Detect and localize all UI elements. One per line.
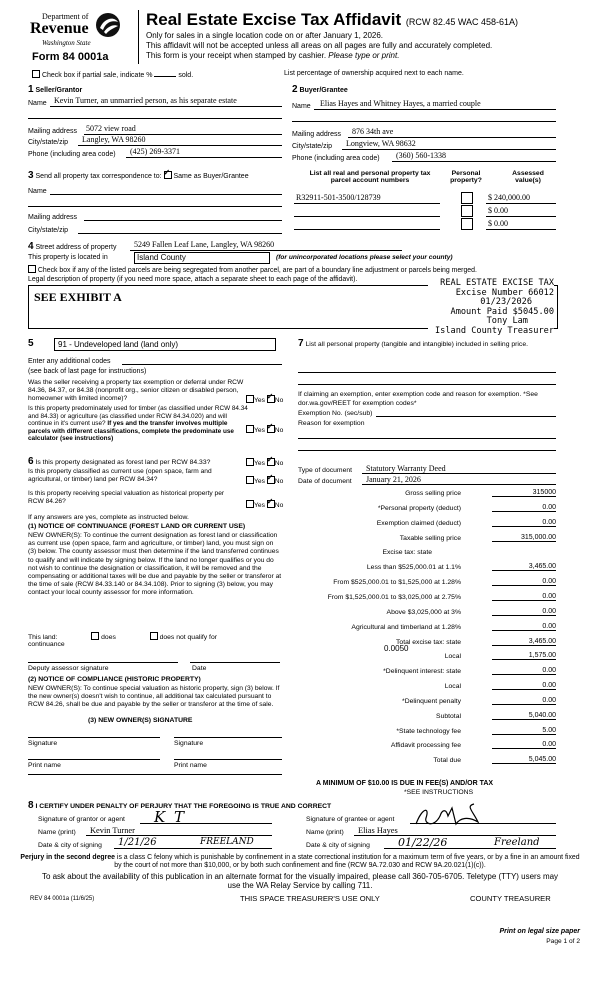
calc-label: Agricultural and timberland at 1.28% bbox=[351, 623, 461, 631]
does-not-checkbox[interactable] bbox=[150, 632, 158, 640]
calc-label: *State technology fee bbox=[396, 727, 461, 735]
perjury-text: is a class C felony which is punishable by confinement in a state correctional institution for a maximum term of five years, or by a fine in an amount fixed by the court of not more than $10,000, or by both such confinement and fine (RCW 9A.72.030 and RCW 9A.20.021(1)(c)). bbox=[114, 854, 580, 869]
sec7-label bbox=[298, 338, 560, 350]
sec6-q1-no-checkbox[interactable] bbox=[267, 458, 275, 466]
deputy-sig-line[interactable] bbox=[28, 662, 178, 663]
sec6-q3-no: No bbox=[274, 502, 284, 509]
stamp-l6: Island County Treasurer bbox=[435, 325, 554, 336]
parcel-number[interactable]: R32911-501-3500/128739 bbox=[296, 193, 381, 202]
assessed-value-3[interactable]: $ 0.00 bbox=[488, 219, 508, 228]
partial-sale-checkbox[interactable] bbox=[32, 70, 40, 78]
owner-sig-line2[interactable] bbox=[174, 737, 282, 738]
codes-label: Enter any additional codes bbox=[28, 358, 111, 365]
parcel-line2 bbox=[294, 216, 440, 217]
sec6-q3-no-checkbox[interactable] bbox=[267, 500, 275, 508]
unincorp-note: (for unincorporated locations please select your county) bbox=[276, 254, 453, 261]
grantor-date-line bbox=[114, 848, 272, 849]
local-rate: 0.0050 bbox=[384, 644, 409, 653]
county-treasurer: COUNTY TREASURER bbox=[470, 894, 551, 903]
sec5-q1-yes: Yes bbox=[254, 397, 265, 404]
calc-label: Total excise tax: state bbox=[396, 638, 461, 646]
calc-row bbox=[300, 549, 556, 559]
seller-mail-value[interactable]: 5072 view road bbox=[86, 124, 136, 133]
assessed-line1 bbox=[486, 203, 556, 204]
grantor-date-label: Date & city of signing bbox=[38, 842, 102, 849]
form-title bbox=[146, 10, 518, 30]
calc-value[interactable]: 5,040.00 bbox=[492, 712, 556, 720]
personal-col-header: Personal property? bbox=[450, 170, 482, 184]
seller-phone-value[interactable]: (425) 269-3371 bbox=[130, 147, 180, 156]
sec8-num: 8 bbox=[28, 800, 34, 811]
sec3-mail-line bbox=[84, 220, 282, 221]
owner-sig-label2: Signature bbox=[174, 740, 204, 747]
doc-type-label: Type of document bbox=[298, 467, 353, 474]
sec3-label: Send all property tax correspondence to: bbox=[35, 173, 162, 180]
sec3-name-label: Name bbox=[28, 188, 47, 195]
calc-value[interactable]: 315000 bbox=[492, 489, 556, 497]
grantor-city[interactable]: FREELAND bbox=[200, 837, 254, 847]
reason-line2[interactable] bbox=[298, 450, 556, 451]
stamp-l4: Amount Paid $5045.00 bbox=[450, 306, 554, 317]
street-line bbox=[130, 250, 402, 251]
sec7-label-text: List all personal property (tangible and intangible) included in selling price. bbox=[305, 341, 528, 348]
personal-checkbox-2[interactable] bbox=[461, 205, 473, 217]
sec6-q1-yes-checkbox[interactable] bbox=[246, 458, 254, 466]
sec7-num: 7 bbox=[298, 338, 304, 349]
buyer-heading bbox=[292, 84, 348, 95]
deputy-label: Deputy assessor signature bbox=[28, 665, 109, 672]
doc-type-line bbox=[362, 473, 556, 474]
seller-name-line2 bbox=[28, 118, 282, 119]
sec4-num: 4 bbox=[28, 241, 34, 252]
does-label: does bbox=[101, 634, 116, 641]
calc-value[interactable]: 0.00 bbox=[492, 519, 556, 527]
form-number: Form 84 0001a bbox=[32, 51, 109, 63]
calc-label: *Delinquent penalty bbox=[402, 697, 461, 705]
personal-prop-line2[interactable] bbox=[298, 384, 556, 385]
buyer-name-line2 bbox=[292, 121, 556, 122]
sec3-same: Same as Buyer/Grantee bbox=[173, 173, 249, 180]
seller-phone-label: Phone (including area code) bbox=[28, 151, 116, 158]
sec6-q2-no: No bbox=[274, 478, 284, 485]
calc-label: *Delinquent interest: state bbox=[383, 668, 461, 676]
personal-checkbox-1[interactable] bbox=[461, 192, 473, 204]
grantee-name-line bbox=[354, 835, 556, 836]
seller-name-label: Name bbox=[28, 100, 47, 107]
owner-sig-line1[interactable] bbox=[28, 737, 160, 738]
calc-label: From $1,525,000.01 to $3,025,000 at 2.75% bbox=[327, 593, 461, 601]
grantee-sig-label: Signature of grantee or agent bbox=[306, 816, 395, 823]
segregated-text: Check box if any of the listed parcels are being segregated from another parcel, are part of a boundary line adjustment or parcels being merged. bbox=[37, 267, 477, 274]
calc-row bbox=[300, 713, 556, 723]
calc-row bbox=[300, 728, 556, 738]
personal-prop-line1[interactable] bbox=[298, 372, 556, 373]
header-line3-a: This form is your receipt when stamped by cashier. bbox=[146, 51, 329, 60]
buyer-heading-text: Buyer/Grantee bbox=[299, 87, 348, 94]
seller-heading-text: Seller/Grantor bbox=[35, 87, 83, 94]
seller-city-label: City/state/zip bbox=[28, 139, 69, 146]
form-title-text: Real Estate Excise Tax Affidavit bbox=[146, 10, 402, 29]
dept-line2: Revenue bbox=[30, 20, 89, 37]
stamp-l2: Excise Number 66012 bbox=[455, 287, 554, 298]
calc-row bbox=[300, 579, 556, 589]
sec6-p1: NEW OWNER(S): To continue the current designation as forest land or classification as current use (open space, farm and agriculture, or timber) land, you must sign on (3) below. The county assessor must then determine if the land transferred continues to qualify and will indicate by signing below. If the land no longer qualifies or you do not wish to continue the designation or classification, it will be removed and the compensating or additional taxes will be due and payable by the seller or transferor at the time of sale (RCW 84.33.140 or 84.34.108). Prior to signing (3) below, you may contact your local county assessor for more information. bbox=[28, 532, 282, 597]
seller-mail-label: Mailing address bbox=[28, 128, 78, 135]
calc-value[interactable]: 0.00 bbox=[492, 608, 556, 616]
sec6-p2: NEW OWNER(S): To continue special valuation as historic property, sign (3) below. If the new owner(s) doesn't wish to continue, all additional tax calculated pursuant to RCW 84.26, shall be due and payable by the seller or transferor at the time of sale. bbox=[28, 685, 280, 709]
land-use-value: 91 - Undeveloped land (land only) bbox=[58, 340, 179, 349]
calc-row bbox=[300, 742, 556, 752]
seller-city-value[interactable]: Langley, WA 98260 bbox=[82, 135, 146, 144]
treasurer-stamp bbox=[428, 279, 554, 337]
owner-print-label2: Print name bbox=[174, 762, 207, 769]
doc-type-value[interactable]: Statutory Warranty Deed bbox=[366, 464, 446, 473]
header-divider bbox=[138, 10, 139, 64]
calc-row bbox=[300, 505, 556, 515]
header-line2: This affidavit will not be accepted unless all areas on all pages are fully and accurately completed. bbox=[146, 41, 493, 50]
header-line3-b: Please type or print. bbox=[328, 51, 400, 60]
legal-desc-value: SEE EXHIBIT A bbox=[34, 290, 122, 304]
owner-print-line2[interactable] bbox=[174, 759, 282, 760]
does-checkbox[interactable] bbox=[91, 632, 99, 640]
sec6-note: If any answers are yes, complete as instructed below. bbox=[28, 514, 189, 521]
buyer-mail-line bbox=[348, 137, 556, 138]
sec3-city-label: City/state/zip bbox=[28, 227, 69, 234]
seller-name-line bbox=[50, 106, 282, 107]
assessed-line3 bbox=[486, 229, 556, 230]
calc-value[interactable]: 0.00 bbox=[492, 697, 556, 705]
sec5-q2 bbox=[28, 405, 250, 443]
exempt-no-label: Exemption No. (sec/sub) bbox=[298, 410, 373, 417]
doc-date-line bbox=[362, 484, 556, 485]
calc-value[interactable]: 5.00 bbox=[492, 727, 556, 735]
buyer-mail-label: Mailing address bbox=[292, 131, 342, 138]
header-line3 bbox=[146, 51, 399, 60]
legal-desc-label: Legal description of property (if you need more space, attach a separate sheet to each page of the affidavit). bbox=[28, 276, 358, 283]
sec4-street-label: Street address of property bbox=[35, 244, 117, 251]
grantor-name-value[interactable]: Kevin Turner bbox=[90, 826, 135, 835]
county-select[interactable] bbox=[134, 252, 270, 264]
sec8-heading-text: I CERTIFY UNDER PENALTY OF PERJURY THAT THE FOREGOING IS TRUE AND CORRECT bbox=[35, 803, 332, 810]
sec5-q2-yes: Yes bbox=[254, 427, 265, 434]
sec6-q1-yes: Yes bbox=[254, 460, 265, 467]
see-instructions: *SEE INSTRUCTIONS bbox=[404, 789, 474, 796]
sec6-q1-text: Is this property designated as forest land per RCW 84.33? bbox=[35, 459, 211, 466]
sec3-heading bbox=[28, 170, 249, 181]
calc-value[interactable]: 0.00 bbox=[492, 504, 556, 512]
parcel-line3 bbox=[294, 229, 440, 230]
same-as-buyer-checkbox[interactable] bbox=[164, 171, 172, 179]
grantee-date-line bbox=[384, 848, 556, 849]
deputy-date-line[interactable] bbox=[190, 662, 280, 663]
calc-value[interactable]: 0.00 bbox=[492, 682, 556, 690]
doc-date-value[interactable]: January 21, 2026 bbox=[366, 475, 421, 484]
sec6-q3-yes: Yes bbox=[254, 502, 265, 509]
this-land-label: This land: bbox=[28, 634, 58, 641]
grantor-name-label: Name (print) bbox=[38, 829, 76, 836]
sec5-q1-no: No bbox=[274, 397, 284, 404]
calc-label: Local bbox=[444, 683, 461, 691]
minimum-note: A MINIMUM OF $10.00 IS DUE IN FEE(S) AND/OR TAX bbox=[316, 780, 494, 787]
calc-row bbox=[300, 564, 556, 574]
grantee-signature bbox=[412, 802, 492, 832]
sec6-h3: (3) NEW OWNER(S) SIGNATURE bbox=[88, 717, 193, 724]
legal-paper-note bbox=[420, 928, 580, 935]
sec6-q3-answers bbox=[246, 500, 283, 509]
alt-format-note: To ask about the availability of this publication in an alternate format for the visually impaired, please call 360-705-6705. Teletype (TTY) users may use the WA Relay Service by calling 711. bbox=[41, 872, 559, 890]
calc-row bbox=[300, 698, 556, 708]
calc-row bbox=[300, 624, 556, 634]
calc-label: Less than $525,000.01 at 1.1% bbox=[366, 564, 461, 572]
continuance-label: continuance bbox=[28, 641, 65, 648]
grantee-date[interactable]: 01/22/26 bbox=[398, 836, 448, 849]
stamp-l1: REAL ESTATE EXCISE TAX bbox=[440, 278, 554, 288]
buyer-phone-value[interactable]: (360) 560-1338 bbox=[396, 151, 446, 160]
calc-value[interactable]: 0.00 bbox=[492, 578, 556, 586]
calc-row bbox=[300, 490, 556, 500]
does-not-label: does not qualify for bbox=[159, 634, 217, 641]
owner-print-label1: Print name bbox=[28, 762, 61, 769]
seller-num: 1 bbox=[28, 84, 34, 95]
calc-value[interactable]: 1,575.00 bbox=[492, 652, 556, 660]
grantee-name-value[interactable]: Elias Hayes bbox=[358, 826, 398, 835]
buyer-phone-label: Phone (including area code) bbox=[292, 155, 380, 162]
ownership-pct-note: List percentage of ownership acquired next to each name. bbox=[284, 70, 464, 77]
grantor-sig-label: Signature of grantor or agent bbox=[38, 816, 125, 823]
sec5-q2-no: No bbox=[274, 427, 284, 434]
exempt-no-line[interactable] bbox=[376, 416, 556, 417]
buyer-name-label: Name bbox=[292, 103, 311, 110]
calc-value[interactable]: 0.00 bbox=[492, 623, 556, 631]
treasurer-only: THIS SPACE TREASURER'S USE ONLY bbox=[240, 894, 380, 903]
dor-swirl-icon bbox=[94, 12, 122, 38]
calc-value[interactable]: 3,465.00 bbox=[492, 563, 556, 571]
partial-sale-text: Check box if partial sale, indicate % bbox=[41, 72, 153, 79]
sec6-q2-yes-checkbox[interactable] bbox=[246, 476, 254, 484]
calc-label: Taxable selling price bbox=[399, 534, 461, 542]
sec3-mail-label: Mailing address bbox=[28, 214, 78, 221]
sec6-q2: Is this property classified as current use (open space, farm and agricultural, or timber) land per RCW 84.34? bbox=[28, 468, 212, 483]
property-street-value[interactable]: 5249 Fallen Leaf Lane, Langley, WA 98260 bbox=[134, 240, 275, 249]
legal-paper-text: Print on legal size paper bbox=[499, 928, 580, 935]
seller-name-value[interactable]: Kevin Turner, an unmarried person, as his separate estate bbox=[54, 96, 237, 105]
sec5-q2-answers bbox=[246, 425, 283, 434]
grantee-name-label: Name (print) bbox=[306, 829, 344, 836]
sec3-city-line bbox=[78, 233, 282, 234]
assessed-line2 bbox=[486, 216, 556, 217]
parcel-line1 bbox=[294, 203, 440, 204]
calc-label: Excise tax: state bbox=[382, 549, 432, 557]
assessed-value-1[interactable]: $ 240,000.00 bbox=[488, 193, 530, 202]
sec4-street-row bbox=[28, 241, 116, 252]
doc-date-label: Date of document bbox=[298, 478, 352, 485]
sec6-q1-answers bbox=[246, 458, 283, 467]
calc-label: Exemption claimed (deduct) bbox=[376, 519, 461, 527]
calc-value[interactable]: 315,000.00 bbox=[492, 534, 556, 542]
calc-label: Local bbox=[444, 653, 461, 661]
sec3-name-line bbox=[50, 194, 282, 195]
calc-row bbox=[300, 535, 556, 545]
sec6-q1 bbox=[28, 456, 250, 467]
sec5-num: 5 bbox=[28, 338, 34, 349]
sec6-h2: (2) NOTICE OF COMPLIANCE (HISTORIC PROPERTY) bbox=[28, 676, 201, 683]
this-land-row bbox=[28, 632, 217, 641]
sec6-num: 6 bbox=[28, 456, 34, 467]
parcel-col-header: List all real and personal property tax parcel account numbers bbox=[309, 170, 431, 184]
calc-label: Above $3,025,000 at 3% bbox=[386, 608, 461, 616]
calc-row bbox=[300, 668, 556, 678]
sec6-q2-yes: Yes bbox=[254, 478, 265, 485]
sec5-q1: Was the seller receiving a property tax exemption or deferral under RCW 84.36, 84.37, or 84.38 (nonprofit org., senior citizen or disabled person, homeowner with limited income)? bbox=[28, 379, 244, 402]
buyer-name-value[interactable]: Elias Hayes and Whitney Hayes, a married couple bbox=[320, 99, 481, 108]
segregated-row bbox=[28, 265, 477, 274]
codes-line bbox=[122, 364, 282, 365]
perjury-note bbox=[16, 854, 584, 870]
perjury-bold: Perjury in the second degree bbox=[20, 854, 115, 861]
codes-note: (see back of last page for instructions) bbox=[28, 368, 147, 375]
buyer-city-label: City/state/zip bbox=[292, 143, 333, 150]
calc-row bbox=[300, 653, 556, 663]
calc-label: Total due bbox=[433, 757, 461, 765]
seller-phone-line bbox=[126, 157, 282, 158]
sec6-q1-no: No bbox=[274, 460, 284, 467]
grantee-city[interactable]: Freeland bbox=[494, 837, 540, 848]
sec3-num: 3 bbox=[28, 170, 34, 181]
assessed-value-2[interactable]: $ 0.00 bbox=[488, 206, 508, 215]
sec6-h1: (1) NOTICE OF CONTINUANCE (FOREST LAND OR CURRENT USE) bbox=[28, 523, 246, 530]
personal-checkbox-3[interactable] bbox=[461, 218, 473, 230]
calc-value[interactable]: 0.00 bbox=[492, 741, 556, 749]
owner-print-line1[interactable] bbox=[28, 759, 160, 760]
calc-label: *Personal property (deduct) bbox=[377, 504, 461, 512]
form-rcw: (RCW 82.45 WAC 458-61A) bbox=[405, 17, 519, 27]
reason-line1[interactable] bbox=[298, 438, 556, 439]
calc-label: Gross selling price bbox=[405, 490, 461, 497]
buyer-name-line bbox=[314, 109, 556, 110]
sec5-q1-yes-checkbox[interactable] bbox=[246, 395, 254, 403]
buyer-city-line bbox=[342, 149, 556, 150]
buyer-phone-line bbox=[392, 161, 556, 162]
buyer-mail-value[interactable]: 876 34th ave bbox=[352, 127, 394, 136]
calc-row bbox=[300, 683, 556, 693]
sec3-name-line2 bbox=[28, 206, 282, 207]
buyer-city-value[interactable]: Longview, WA 98632 bbox=[346, 139, 416, 148]
partial-sale-sold: sold. bbox=[178, 72, 194, 79]
partial-sale-pct-field[interactable] bbox=[154, 76, 176, 77]
calc-value[interactable]: 0.00 bbox=[492, 667, 556, 675]
sec5-q1-no-checkbox[interactable] bbox=[267, 395, 275, 403]
segregated-checkbox[interactable] bbox=[28, 265, 36, 273]
located-label: This property is located in bbox=[28, 254, 108, 261]
sec5-q2a: Is this property predominately used for timber (as classified under RCW 84.34 and 84.33) or agriculture (as classified under RCW 84.34.020) and will continue in it's current use? bbox=[28, 405, 248, 428]
calc-row bbox=[300, 757, 556, 767]
calc-row bbox=[300, 639, 556, 649]
land-use-select[interactable] bbox=[54, 338, 276, 351]
header-line1: Only for sales in a single location code on or after January 1, 2026. bbox=[146, 31, 384, 40]
dor-logo bbox=[28, 12, 128, 50]
owner-sig-label1: Signature bbox=[28, 740, 58, 747]
grantee-date-label: Date & city of signing bbox=[306, 842, 370, 849]
calc-row bbox=[300, 520, 556, 530]
buyer-num: 2 bbox=[292, 84, 298, 95]
deputy-date-label: Date bbox=[192, 665, 207, 672]
calc-label: Subtotal bbox=[436, 712, 461, 720]
sec6-q3-yes-checkbox[interactable] bbox=[246, 500, 254, 508]
calc-row bbox=[300, 609, 556, 619]
sec6-q2-no-checkbox[interactable] bbox=[267, 476, 275, 484]
stamp-l5: Tony Lam bbox=[486, 316, 528, 327]
grantor-date[interactable]: 1/21/26 bbox=[118, 837, 157, 848]
calc-row bbox=[300, 594, 556, 604]
calc-value[interactable]: 5,045.00 bbox=[492, 756, 556, 764]
calc-value[interactable]: 3,465.00 bbox=[492, 638, 556, 646]
seller-heading bbox=[28, 84, 82, 95]
grantor-signature: K T bbox=[154, 808, 186, 826]
rev-number: REV 84 0001a (11/6/25) bbox=[30, 896, 95, 902]
calc-value[interactable]: 0.00 bbox=[492, 593, 556, 601]
page-number: Page 1 of 2 bbox=[546, 938, 580, 945]
calc-label: From $525,000.01 to $1,525,000 at 1.28% bbox=[333, 579, 461, 587]
sec5-q1-answers bbox=[246, 395, 283, 404]
dept-line1: Department of bbox=[42, 12, 89, 21]
sec5-q2-no-checkbox[interactable] bbox=[267, 425, 275, 433]
dept-line3: Washington State bbox=[42, 39, 91, 47]
sec5-q2b: If yes and the transfer involves multiple parcels with different classifications, complete the predominate use calculator (see instructions) bbox=[28, 420, 234, 443]
seller-city-line bbox=[78, 145, 282, 146]
stamp-l3: 01/23/2026 bbox=[480, 297, 532, 308]
grantor-name-line bbox=[86, 835, 272, 836]
exempt-label: If claiming an exemption, enter exemption code and reason for exemption. *See dor.wa.gov/REET for exemption codes* bbox=[298, 391, 538, 407]
sec8-top-rule bbox=[28, 774, 282, 775]
county-select-value: Island County bbox=[137, 253, 186, 262]
sec5-q2-yes-checkbox[interactable] bbox=[246, 425, 254, 433]
partial-sale-row bbox=[32, 70, 193, 79]
assessed-col-header: Assessed value(s) bbox=[512, 170, 544, 184]
sec6-q2-answers bbox=[246, 476, 283, 485]
calc-label: Affidavit processing fee bbox=[390, 742, 461, 750]
sec6-q3: Is this property receiving special valuation as historical property per RCW 84.26? bbox=[28, 490, 225, 505]
reason-label: Reason for exemption bbox=[298, 420, 365, 427]
